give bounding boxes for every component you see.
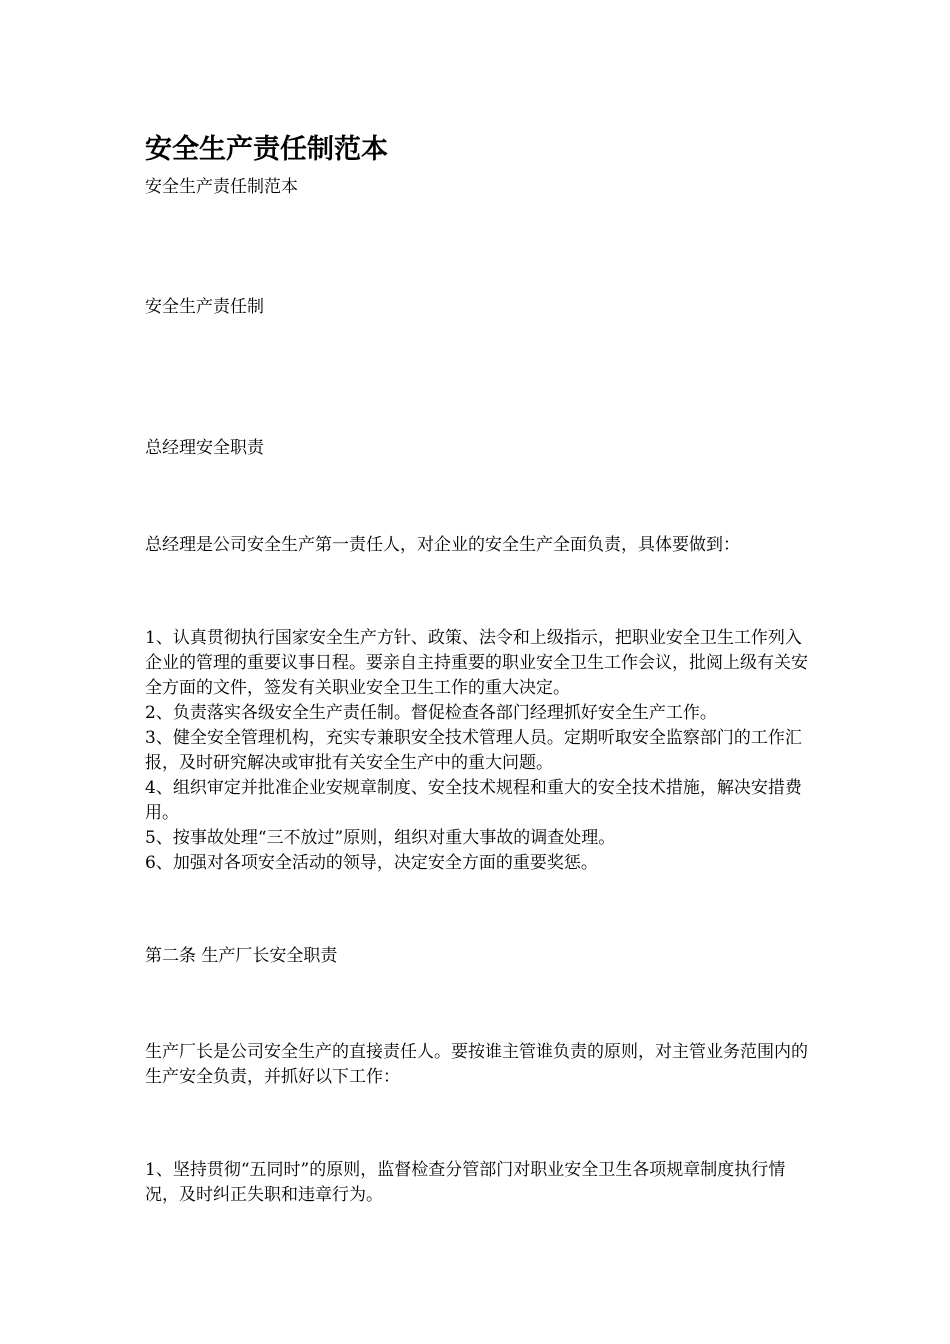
- gm-item-2: 2、负责落实各级安全生产责任制。督促检查各部门经理抓好安全生产工作。: [145, 703, 717, 723]
- section-heading: 安全生产责任制: [145, 297, 264, 317]
- gm-item-6: 6、加强对各项安全活动的领导，决定安全方面的重要奖惩。: [145, 853, 598, 873]
- gm-intro-paragraph: 总经理是公司安全生产第一责任人，对企业的安全生产全面负责，具体要做到：: [145, 535, 740, 555]
- document-subtitle: 安全生产责任制范本: [145, 177, 298, 197]
- article2-intro-paragraph: 生产厂长是公司安全生产的直接责任人。要按谁主管谁负责的原则，对主管业务范围内的生产安全负责，并抓好以下工作：: [145, 1042, 808, 1087]
- article2-heading: 第二条 生产厂长安全职责: [145, 946, 338, 966]
- gm-item-5: 5、按事故处理“三不放过”原则，组织对重大事故的调查处理。: [145, 828, 616, 848]
- gm-item-4: 4、组织审定并批准企业安规章制度、安全技术规程和重大的安全技术措施，解决安措费用。: [145, 778, 802, 823]
- gm-item-3: 3、健全安全管理机构，充实专兼职安全技术管理人员。定期听取安全监察部门的工作汇报，及时研究解决或审批有关安全生产中的重大问题。: [145, 728, 802, 773]
- document-title: 安全生产责任制范本: [145, 134, 388, 165]
- gm-item-1: 1、认真贯彻执行国家安全生产方针、政策、法令和上级指示，把职业安全卫生工作列入企业的管理的重要议事日程。要亲自主持重要的职业安全卫生工作会议，批阅上级有关安全方面的文件，签发有关职业安全卫生工作的重大决定。: [145, 628, 808, 698]
- gm-heading: 总经理安全职责: [145, 438, 264, 458]
- article2-item-1: 1、坚持贯彻“五同时”的原则，监督检查分管部门对职业安全卫生各项规章制度执行情况，及时纠正失职和违章行为。: [145, 1160, 786, 1205]
